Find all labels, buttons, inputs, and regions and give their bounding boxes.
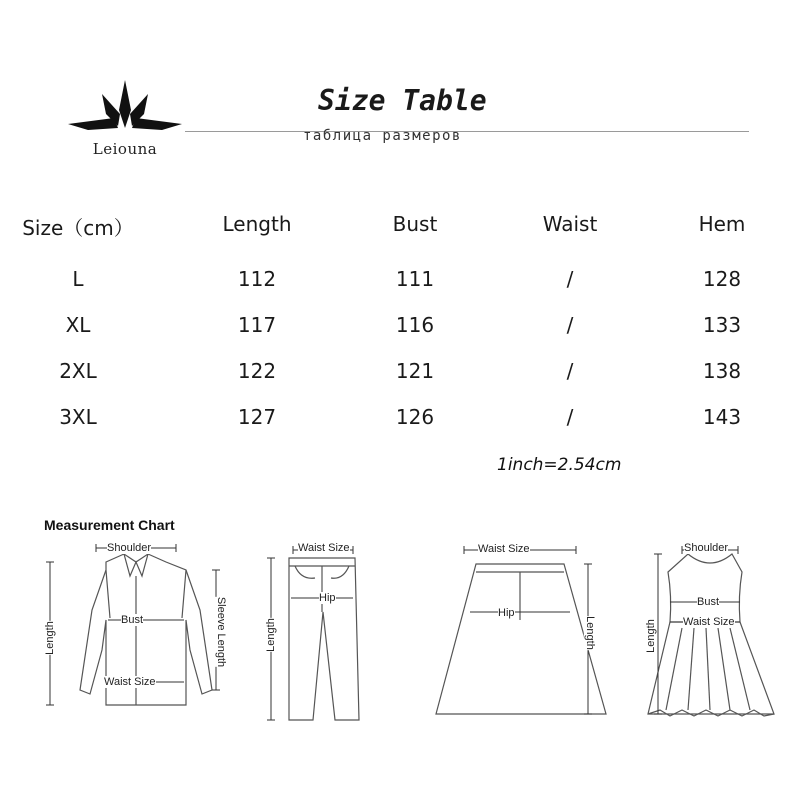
table-cell: / bbox=[566, 267, 574, 291]
shirt-waist-label: Waist Size bbox=[104, 676, 156, 688]
dress-length-label: Length bbox=[644, 619, 657, 653]
table-cell: 127 bbox=[237, 405, 277, 429]
table-cell: 138 bbox=[702, 359, 742, 383]
skirt-length-label: Length bbox=[583, 616, 596, 650]
pants-hip-label: Hip bbox=[319, 592, 336, 604]
table-header-size: Size（cm） bbox=[22, 216, 134, 240]
table-cell: 121 bbox=[395, 359, 435, 383]
table-cell: XL bbox=[65, 313, 91, 337]
measurement-chart-title: Measurement Chart bbox=[44, 517, 175, 533]
table-cell: 112 bbox=[237, 267, 277, 291]
table-cell: 128 bbox=[702, 267, 742, 291]
table-cell: 111 bbox=[395, 267, 435, 291]
table-cell: 133 bbox=[702, 313, 742, 337]
shirt-shoulder-label: Shoulder bbox=[107, 542, 152, 554]
table-cell: 122 bbox=[237, 359, 277, 383]
crown-star-logo-icon bbox=[68, 80, 182, 136]
table-cell: 116 bbox=[395, 313, 435, 337]
skirt-hip-label: Hip bbox=[498, 607, 515, 619]
pants-length-label: Length bbox=[264, 618, 277, 652]
table-header-waist: Waist bbox=[542, 212, 598, 236]
title-divider bbox=[185, 131, 749, 132]
page-title: Size Table bbox=[318, 84, 487, 117]
shirt-sleeve-label: Sleeve Length bbox=[215, 596, 228, 668]
unit-conversion-note: 1inch=2.54cm bbox=[497, 455, 622, 475]
table-header-bust: Bust bbox=[392, 212, 438, 236]
shirt-length-label: Length bbox=[43, 621, 56, 655]
shirt-icon bbox=[40, 540, 240, 720]
skirt-waist-label: Waist Size bbox=[478, 543, 530, 555]
table-cell: / bbox=[566, 359, 574, 383]
page-subtitle: таблица размеров bbox=[303, 128, 462, 144]
shirt-bust-label: Bust bbox=[121, 614, 144, 626]
table-header-length: Length bbox=[222, 212, 292, 236]
table-cell: L bbox=[72, 267, 84, 291]
table-cell: 117 bbox=[237, 313, 277, 337]
dress-bust-label: Bust bbox=[697, 596, 720, 608]
dress-waist-label: Waist Size bbox=[683, 616, 735, 628]
table-cell: 126 bbox=[395, 405, 435, 429]
table-cell: 2XL bbox=[59, 359, 97, 383]
dress-shoulder-label: Shoulder bbox=[684, 542, 729, 554]
table-cell: 143 bbox=[702, 405, 742, 429]
table-cell: / bbox=[566, 405, 574, 429]
pants-waist-label: Waist Size bbox=[298, 542, 350, 554]
table-header-hem: Hem bbox=[698, 212, 746, 236]
table-cell: / bbox=[566, 313, 574, 337]
brand-name: Leiouna bbox=[92, 140, 158, 158]
table-cell: 3XL bbox=[59, 405, 97, 429]
